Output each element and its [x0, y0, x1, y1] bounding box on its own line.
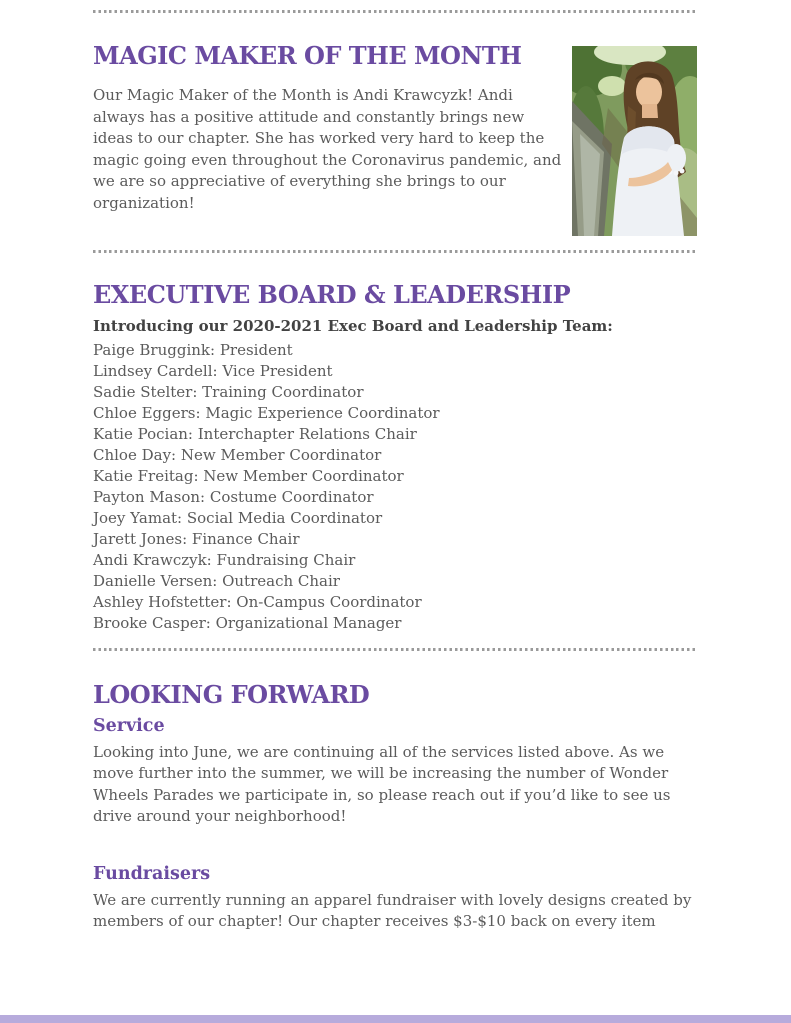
- exec-member-line: Andi Krawczyk: Fundraising Chair: [93, 550, 356, 569]
- service-paragraph: Looking into June, we are continuing all of the services listed above. As we move further into the summer, we will be increasing the number of Wonder Wheels Parades we participate in, so please reach out if you’d like to see us drive around your neighborhood!: [93, 742, 671, 825]
- exec-member-line: Katie Freitag: New Member Coordinator: [93, 466, 404, 485]
- exec-board-list: [93, 340, 697, 634]
- exec-member-line: Brooke Casper: Organizational Manager: [93, 613, 402, 632]
- exec-member-line: Jarett Jones: Finance Chair: [93, 529, 300, 548]
- exec-member-line: Chloe Eggers: Magic Experience Coordinator: [93, 403, 440, 422]
- member-photo-graphic: [572, 46, 697, 236]
- exec-member-line: Joey Yamat: Social Media Coordinator: [93, 508, 383, 527]
- magic-maker-section: [93, 42, 697, 236]
- looking-forward-section: [93, 681, 697, 933]
- magic-maker-title: MAGIC MAKER OF THE MONTH: [93, 41, 522, 70]
- dotted-divider-middle-2: [93, 648, 697, 651]
- exec-member-line: Payton Mason: Costume Coordinator: [93, 487, 374, 506]
- exec-board-section: [93, 281, 697, 634]
- exec-board-title: EXECUTIVE BOARD & LEADERSHIP: [93, 280, 571, 309]
- exec-member-line: Sadie Stelter: Training Coordinator: [93, 382, 364, 401]
- exec-member-line: Chloe Day: New Member Coordinator: [93, 445, 382, 464]
- looking-forward-title: LOOKING FORWARD: [93, 679, 370, 709]
- bottom-accent-bar: [0, 1015, 791, 1023]
- magic-maker-paragraph: Our Magic Maker of the Month is Andi Krawcyzk! Andi always has a positive attitude and constantly brings new ideas to our chapter. She has worked very hard to keep the magic going even throughout the Coronavirus pandemic, and we are so appreciative of everything she brings to our organization!: [93, 86, 562, 212]
- dotted-divider-top: [93, 10, 697, 13]
- exec-member-line: Ashley Hofstetter: On-Campus Coordinator: [93, 592, 422, 611]
- member-photo: [572, 46, 697, 236]
- magic-maker-text-column: [93, 42, 565, 236]
- dotted-divider-middle-1: [93, 250, 697, 253]
- exec-member-line: Danielle Versen: Outreach Chair: [93, 571, 340, 590]
- exec-member-line: Lindsey Cardell: Vice President: [93, 361, 333, 380]
- fundraisers-paragraph: We are currently running an apparel fundraiser with lovely designs created by members of our chapter! Our chapter receives $3-$10 back on every item: [93, 890, 692, 930]
- fundraisers-subheading: Fundraisers: [93, 863, 211, 884]
- service-subheading: Service: [93, 715, 165, 736]
- exec-board-intro: Introducing our 2020-2021 Exec Board and Leadership Team:: [93, 317, 613, 335]
- exec-member-line: Katie Pocian: Interchapter Relations Chair: [93, 424, 417, 443]
- exec-member-line: Paige Bruggink: President: [93, 340, 293, 359]
